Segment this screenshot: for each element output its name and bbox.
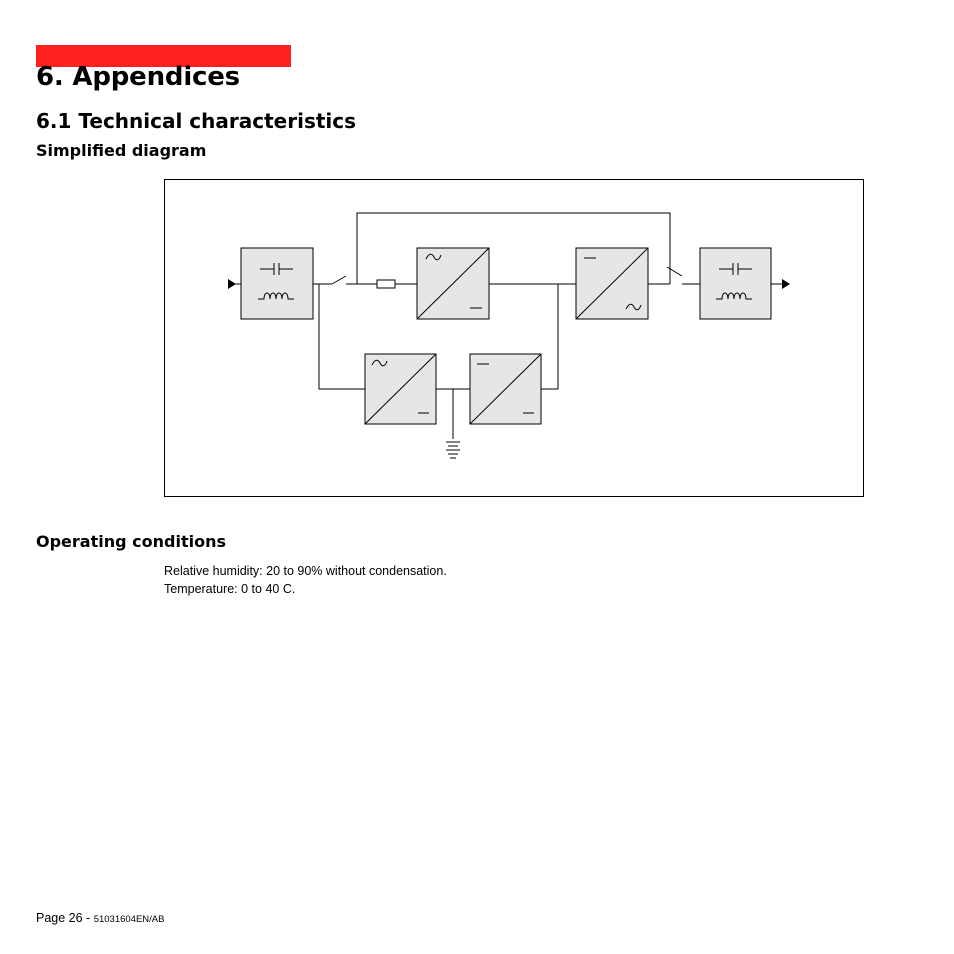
- inverter-block: [576, 248, 648, 319]
- doc-code: 51031604EN/AB: [93, 914, 165, 925]
- fuse-icon: [377, 280, 395, 288]
- page-title: 6. Appendices: [36, 62, 240, 92]
- page-number: Page 26 -: [36, 911, 94, 925]
- page-footer: [36, 911, 164, 925]
- humidity-text: Relative humidity: 20 to 90% without condensation.: [164, 564, 447, 578]
- temperature-text: Temperature: 0 to 40 C.: [164, 582, 296, 596]
- section-title: 6.1 Technical characteristics: [36, 109, 357, 133]
- diagram-frame: [165, 180, 864, 497]
- operating-heading: Operating conditions: [36, 532, 226, 551]
- diagram-heading: Simplified diagram: [36, 141, 207, 160]
- output-filter-block: [700, 248, 771, 319]
- dc-dc-converter-block: [470, 354, 541, 424]
- simplified-diagram: [164, 179, 864, 497]
- charger-block: [365, 354, 436, 424]
- rectifier-block: [417, 248, 489, 319]
- input-filter-block: [241, 248, 313, 319]
